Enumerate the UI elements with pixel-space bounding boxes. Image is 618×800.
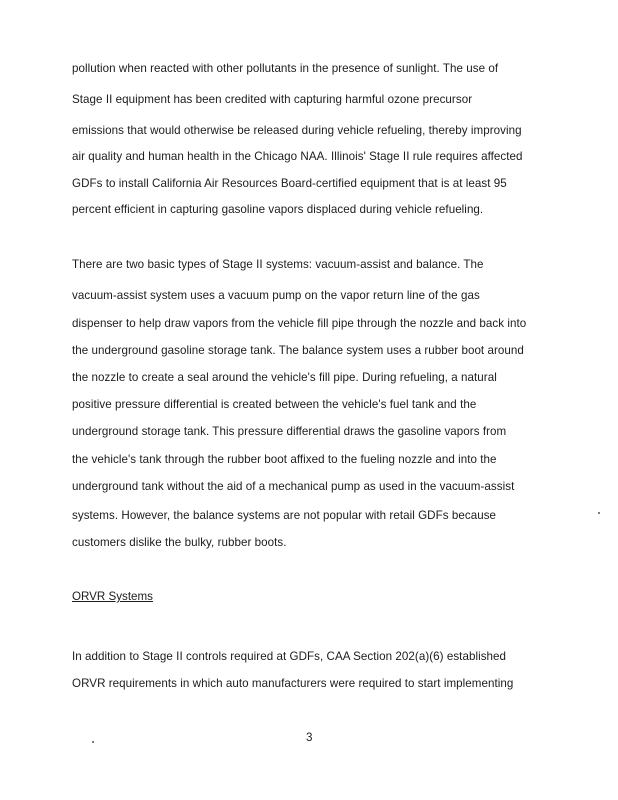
paragraph-1-line-3: emissions that would otherwise be released during vehicle refueling, thereby improving <box>72 124 522 137</box>
scan-speck <box>598 512 600 514</box>
paragraph-1-line-5: GDFs to install California Air Resources Board-certified equipment that is at least 95 <box>72 177 507 190</box>
paragraph-1-line-2: Stage II equipment has been credited with capturing harmful ozone precursor <box>72 93 473 106</box>
page-number: 3 <box>306 731 313 744</box>
paragraph-1-line-6: percent efficient in capturing gasoline vapors displaced during vehicle refueling. <box>72 203 484 216</box>
scan-speck <box>92 741 94 743</box>
paragraph-2-line-8: the vehicle's tank through the rubber boot affixed to the fueling nozzle and into the <box>72 453 497 466</box>
paragraph-2-line-5: the nozzle to create a seal around the vehicle's fill pipe. During refueling, a natural <box>72 371 497 384</box>
paragraph-1-line-4: air quality and human health in the Chicago NAA. Illinois' Stage II rule requires affected <box>72 150 523 163</box>
paragraph-2-line-2: vacuum-assist system uses a vacuum pump on the vapor return line of the gas <box>72 289 480 302</box>
paragraph-3-line-1: In addition to Stage II controls required at GDFs, CAA Section 202(a)(6) established <box>72 650 507 663</box>
paragraph-2-line-6: positive pressure differential is created between the vehicle's fuel tank and the <box>72 398 477 411</box>
section-heading-orvr-systems: ORVR Systems <box>72 590 153 603</box>
paragraph-2-line-7: underground storage tank. This pressure differential draws the gasoline vapors from <box>72 425 507 438</box>
paragraph-1-line-1: pollution when reacted with other pollutants in the presence of sunlight. The use of <box>72 62 499 75</box>
paragraph-2-line-11: customers dislike the bulky, rubber boots. <box>72 536 287 549</box>
paragraph-2-line-1: There are two basic types of Stage II systems: vacuum-assist and balance. The <box>72 258 484 271</box>
paragraph-3-line-2: ORVR requirements in which auto manufacturers were required to start implementing <box>72 677 514 690</box>
paragraph-2-line-3: dispenser to help draw vapors from the vehicle fill pipe through the nozzle and back into <box>72 317 527 330</box>
paragraph-2-line-10: systems. However, the balance systems are not popular with retail GDFs because <box>72 509 497 522</box>
paragraph-2-line-4: the underground gasoline storage tank. The balance system uses a rubber boot around <box>72 344 524 357</box>
paragraph-2-line-9: underground tank without the aid of a mechanical pump as used in the vacuum-assist <box>72 480 515 493</box>
